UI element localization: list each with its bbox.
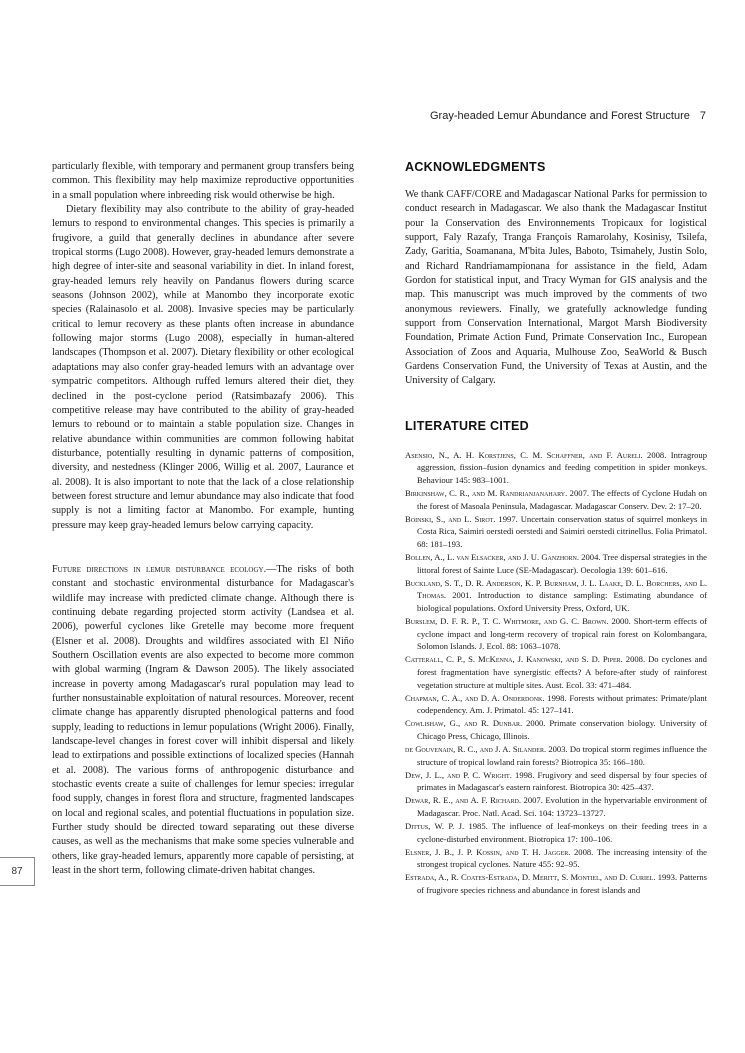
reference-entry [405, 551, 707, 576]
reference-text: 2008. Do cyclones and forest fragmentation have synergistic effects? A before-after study of rainforest vegetation structure at multiple sites. Aust. Ecol. 33: 471–484. [417, 654, 707, 690]
subsection-body: —The risks of both constant and stochastic environmental disturbance for Madagascar's wildlife may increase with predicted climate change. Although there is continuing debate regarding projected storm activity (Landsea et al. 2006), powerful cyclones like Gretelle may become more frequent (Elsner et al. 2008). Droughts and wildfires associated with El Niño Southern Oscillation events are also expected to become more common with global warming (Ingram & Dawson 2005). The likely associated increase in poverty among Madagascar's rural population may lead to further nonsustainable exploitation of natural resources. Moreover, recent climate change has apparently disrupted phenological patterns and food supply, leading to reductions in lemur populations (Wright 2006). Finally, landscape-level changes in forest cover will inhibit dispersal and likely lead to extirpations and possible extinctions of localized species (Hannah et al. 2008). The various forms of anthropogenic disturbance and stochastic events create a suite of challenges for lemur species: irregular food supply, changes in forest flora and structure, fragmented landscapes on local and regional scales, and potential fluctuations in population size. Further study should be directed toward separating out these diverse causes, as well as the mechanisms that make some species vulnerable and others, like gray-headed lemurs, apparently more capable of persisting, at least in the short term, following climate-driven habitat changes. [52, 563, 354, 877]
reference-text: 2003. Do tropical storm regimes influence the structure of tropical lowland rain forests? Biotropica 35: 166–180. [417, 743, 707, 767]
reference-authors: Birkinshaw, C. R., and M. Randrianjanahary. [405, 488, 568, 499]
paragraph: Dietary flexibility may also contribute to the ability of gray-headed lemurs to respond to environmental changes. This species is primarily a frugivore, a guild that generally declines in abundance after severe tropical storms (Lugo 2008). However, gray-headed lemurs demonstrate a high degree of inter-site and seasonal variability in diet. In inland forest, gray-headed lemurs rely heavily on Pandanus flowers during scarce seasons (Johnson 2002), while at Manombo they incorporate exotic species (Ralainasolo et al. 2008). Invasive species may be particularly critical to lemur recovery as these plants often increase in abundance following major storms (Lugo 2008), especially in human-altered landscapes (Thompson et al. 2007). Dietary flexibility or other ecological adaptations may also confer gray-headed lemurs with an advantage over sympatric competitors. Although ruffed lemurs altered their diet, they declined in the post-cyclone period (Ratsimbazafy 2006). This competitive release may have contributed to the ability of gray-headed lemurs to rebound or to maintain a stable population size. Changes in relative abundance within communities are common following habitat disturbance, potentially resulting in dynamic patterns of composition, diversity, and nestedness (Klinger 2006, Willig et al. 2007, Laurance et al. 2008). It is also important to note that the lack of a close relationship between forest structure and lemur abundance may also indicate that food supply is not a limiting factor at Manombo. For example, hunting pressure may keep gray-headed lemurs below carrying capacity. [52, 204, 354, 531]
reference-authors: Chapman, C. A., and D. A. Onderdonk. [405, 692, 545, 703]
subsection-heading: Future directions in lemur disturbance ecology. [52, 563, 267, 575]
literature-heading: LITERATURE CITED [405, 418, 530, 433]
reference-text: 1985. The influence of leaf-monkeys on their feeding trees in a cyclone-disturbed environment. Biotropica 17: 100–106. [417, 821, 707, 844]
left-column [52, 160, 354, 879]
reference-authors: de Gouvenain, R. C., and J. A. Silander. [405, 743, 547, 754]
right-column [405, 160, 707, 897]
reference-entry [405, 820, 707, 845]
reference-entry [405, 717, 707, 742]
reference-text: 2008. The increasing intensity of the strongest tropical cyclones. Nature 455: 92–95. [417, 846, 707, 870]
reference-text: 2007. The effects of Cyclone Hudah on the forest of Masoala Peninsula, Madagascar. Madagascar Conserv. Dev. 2: 17–20. [417, 488, 707, 511]
reference-text: 1993. Patterns of frugivore species richness and abundance in forest islands and [417, 872, 707, 895]
reference-authors: Estrada, A., R. Coates-Estrada, D. Meritt, S. Montiel, and D. Curiel. [405, 872, 656, 883]
reference-authors: Asensio, N., A. H. Korstjens, C. M. Schaffner, and F. Aureli. [405, 449, 643, 460]
reference-entry [405, 487, 707, 512]
paragraph [52, 563, 354, 879]
reference-authors: Burslem, D. F. R. P., T. C. Whitmore, and G. C. Brown. [405, 616, 609, 627]
running-title: Gray-headed Lemur Abundance and Forest Structure [430, 110, 690, 122]
reference-authors: Dewar, R. E., and A. F. Richard. [405, 795, 521, 806]
reference-text: 2007. Evolution in the hypervariable environment of Madagascar. Proc. Natl. Acad. Sci. 104: 13723–13727. [417, 795, 707, 818]
reference-entry [405, 769, 707, 794]
running-header [430, 110, 706, 122]
acknowledgments-text: We thank CAFF/CORE and Madagascar National Parks for permission to conduct research in Madagascar. We also thank the Madagascar Institut pour la Conservation des Environnements Tropicaux for logistical support, Faly Razafy, Tranga François Ramarolahy, Kosinisy, Tsilefa, Zady, Garitia, Soamanana, M'bita Jules, Baboto, Tsimahely, Justin Solo, and Richard Randriamampionana for assistance in the field, Adam Gordon for statistical input, and Tracy Wyman for GIS analysis and the map. This manuscript was much improved by the comments of two anonymous reviewers. Finally, we gratefully acknowledge funding support from Conservation International, Margot Marsh Biodiversity Foundation, Primate Action Fund, Primate Conservation Inc., European Association of Zoos and Aquaria, Mulhouse Zoo, SeaWorld & Busch Gardens Conservation Fund, the University of Texas at Austin, and the University of Calgary. [405, 189, 707, 387]
reference-entry [405, 449, 707, 487]
reference-authors: Elsner, J. B., J. P. Kossin, and T. H. Jagger. [405, 846, 571, 857]
reference-text: 2004. Tree dispersal strategies in the littoral forest of Sainte Luce (SE-Madagascar). Oecologia 139: 601–616. [417, 552, 707, 575]
reference-authors: Bollen, A., L. van Elsacker, and J. U. Ganzhorn. [405, 552, 580, 563]
reference-entry [405, 871, 707, 896]
reference-text: 2000. Short-term effects of cyclone impact and long-term recovery of tropical rain forest on Kolombangara, Solomon Islands. J. Ecol. 88: 1063–1078. [417, 616, 707, 652]
reference-list [405, 449, 707, 897]
page-number: 7 [699, 110, 706, 122]
reference-text: 2008. Intragroup aggression, fission–fusion dynamics and feeding competition in spider monkeys. Behaviour 145: 983–1001. [417, 449, 707, 485]
margin-page-number: 87 [0, 857, 35, 886]
reference-authors: Cowlishaw, G., and R. Dunbar. [405, 718, 523, 729]
reference-entry [405, 577, 707, 615]
reference-entry [405, 692, 707, 717]
reference-entry [405, 615, 707, 653]
reference-text: 2001. Introduction to distance sampling: Estimating abundance of biological populations. Oxford University Press, Oxford, UK. [417, 590, 707, 613]
reference-entry [405, 653, 707, 691]
reference-authors: Catterall, C. P., S. McKenna, J. Kanowski, and S. D. Piper. [405, 654, 623, 665]
section-gap [52, 533, 354, 563]
reference-authors: Boinski, S., and L. Sirot. [405, 513, 496, 524]
paragraph: particularly flexible, with temporary and permanent group transfers being common. This flexibility may help maximize reproductive opportunities in a small population where inbreeding risk would otherwise be high. [52, 161, 354, 201]
reference-text: 1998. Forests without primates: Primate/plant codependency. Am. J. Primatol. 45: 127–141. [417, 692, 707, 716]
reference-entry [405, 846, 707, 871]
acknowledgments-heading: ACKNOWLEDGMENTS [405, 160, 546, 174]
reference-authors: Buckland, S. T., D. R. Anderson, K. P. Burnham, J. L. Laake, D. L. Borchers, and L. Thomas. [405, 577, 707, 601]
reference-entry [405, 794, 707, 819]
reference-entry [405, 513, 707, 551]
reference-authors: Dittus, W. P. J. [405, 821, 465, 832]
reference-text: 2000. Primate conservation biology. University of Chicago Press, Chicago, Illinois. [417, 718, 707, 741]
reference-text: 1998. Frugivory and seed dispersal by four species of primates in Madagascar's eastern rainforest. Biotropica 30: 425–437. [417, 769, 707, 793]
reference-authors: Dew, J. L., and P. C. Wright. [405, 769, 512, 780]
reference-entry [405, 743, 707, 768]
reference-text: 1997. Uncertain conservation status of squirrel monkeys in Costa Rica, Saimiri oerstedi oerstedi and Saimiri oerstedi citrinellus. Folia Primatol. 68: 181–193. [417, 513, 707, 549]
